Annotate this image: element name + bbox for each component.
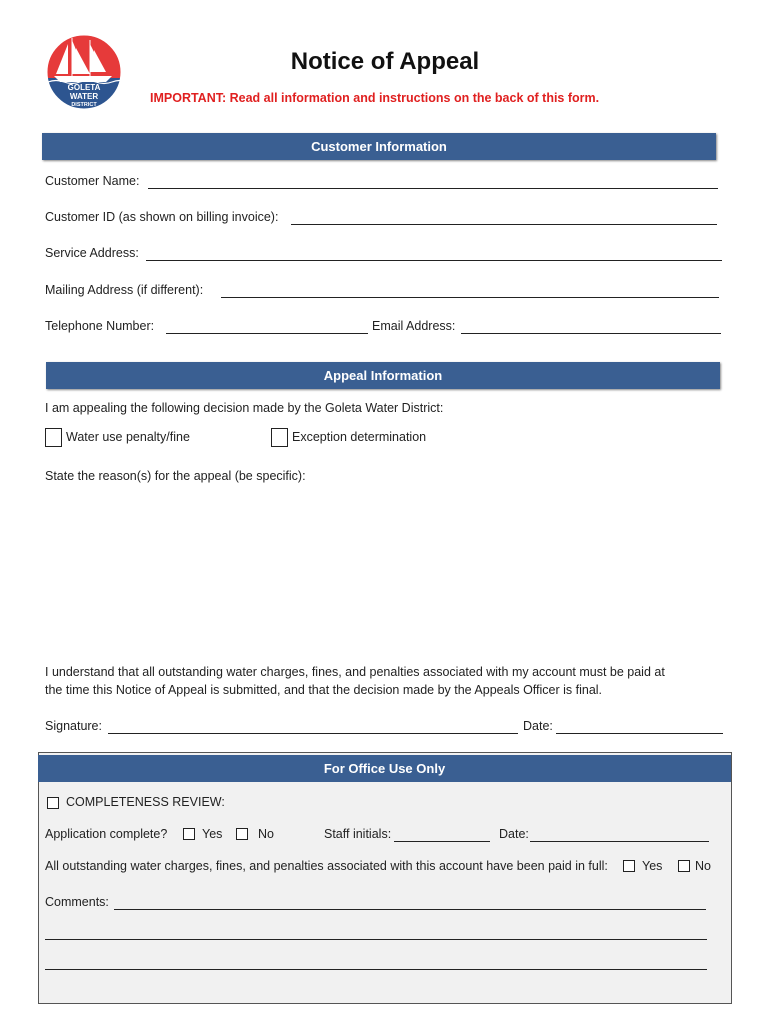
reason-area[interactable] (45, 490, 720, 650)
complete-yes-checkbox[interactable] (183, 828, 195, 840)
office-use-header: For Office Use Only (38, 755, 731, 782)
office-date-field[interactable] (530, 841, 709, 842)
appeal-date-label: Date: (523, 719, 553, 733)
appeal-info-header: Appeal Information (46, 362, 720, 389)
telephone-label: Telephone Number: (45, 319, 155, 333)
penalty-label: Water use penalty/fine (66, 430, 190, 444)
acknowledgement-line-2: the time this Notice of Appeal is submitted, and that the decision made by the Appeals Officer is final. (45, 683, 603, 697)
penalty-checkbox[interactable] (45, 428, 62, 447)
signature-label: Signature: (45, 719, 102, 733)
complete-yes-label: Yes (202, 827, 223, 841)
office-use-panel (38, 752, 732, 1004)
customer-id-label: Customer ID (as shown on billing invoice): (45, 210, 279, 224)
appeal-intro: I am appealing the following decision made by the Goleta Water District: (45, 401, 444, 415)
email-label: Email Address: (372, 319, 456, 333)
service-address-field[interactable] (146, 260, 722, 261)
mailing-address-label: Mailing Address (if different): (45, 283, 204, 297)
paid-no-label: No (695, 859, 711, 873)
important-notice: IMPORTANT: Read all information and instructions on the back of this form. (150, 91, 600, 105)
completeness-label: COMPLETENESS REVIEW: (66, 795, 225, 809)
complete-no-label: No (258, 827, 274, 841)
email-field[interactable] (461, 333, 721, 334)
staff-initials-field[interactable] (394, 841, 490, 842)
exception-checkbox[interactable] (271, 428, 288, 447)
comments-line-2[interactable] (45, 939, 707, 940)
acknowledgement-line-1: I understand that all outstanding water charges, fines, and penalties associated with my account must be paid at (45, 665, 665, 679)
application-complete-label: Application complete? (45, 827, 168, 841)
service-address-label: Service Address: (45, 246, 139, 260)
customer-id-field[interactable] (291, 224, 717, 225)
logo-text-1: GOLETA (67, 83, 101, 92)
customer-info-header: Customer Information (42, 133, 716, 160)
signature-field[interactable] (108, 733, 518, 734)
paid-in-full-label: All outstanding water charges, fines, and penalties associated with this account have been paid in full: (45, 859, 608, 873)
mailing-address-field[interactable] (221, 297, 719, 298)
customer-name-label: Customer Name: (45, 174, 140, 188)
paid-yes-checkbox[interactable] (623, 860, 635, 872)
completeness-checkbox[interactable] (47, 797, 59, 809)
paid-yes-label: Yes (642, 859, 663, 873)
staff-initials-label: Staff initials: (324, 827, 392, 841)
page-title-text: Notice of Appeal (290, 48, 480, 75)
logo-text-2: WATER (69, 92, 99, 101)
logo-text-3: DISTRICT (71, 102, 97, 108)
office-date-label: Date: (499, 827, 529, 841)
comments-label: Comments: (45, 895, 109, 909)
reason-label: State the reason(s) for the appeal (be specific): (45, 469, 306, 483)
appeal-date-field[interactable] (556, 733, 723, 734)
comments-line-3[interactable] (45, 969, 707, 970)
page-title (0, 48, 770, 76)
paid-no-checkbox[interactable] (678, 860, 690, 872)
telephone-field[interactable] (166, 333, 368, 334)
complete-no-checkbox[interactable] (236, 828, 248, 840)
customer-name-field[interactable] (148, 188, 718, 189)
exception-label: Exception determination (292, 430, 427, 444)
comments-line-1[interactable] (114, 909, 706, 910)
